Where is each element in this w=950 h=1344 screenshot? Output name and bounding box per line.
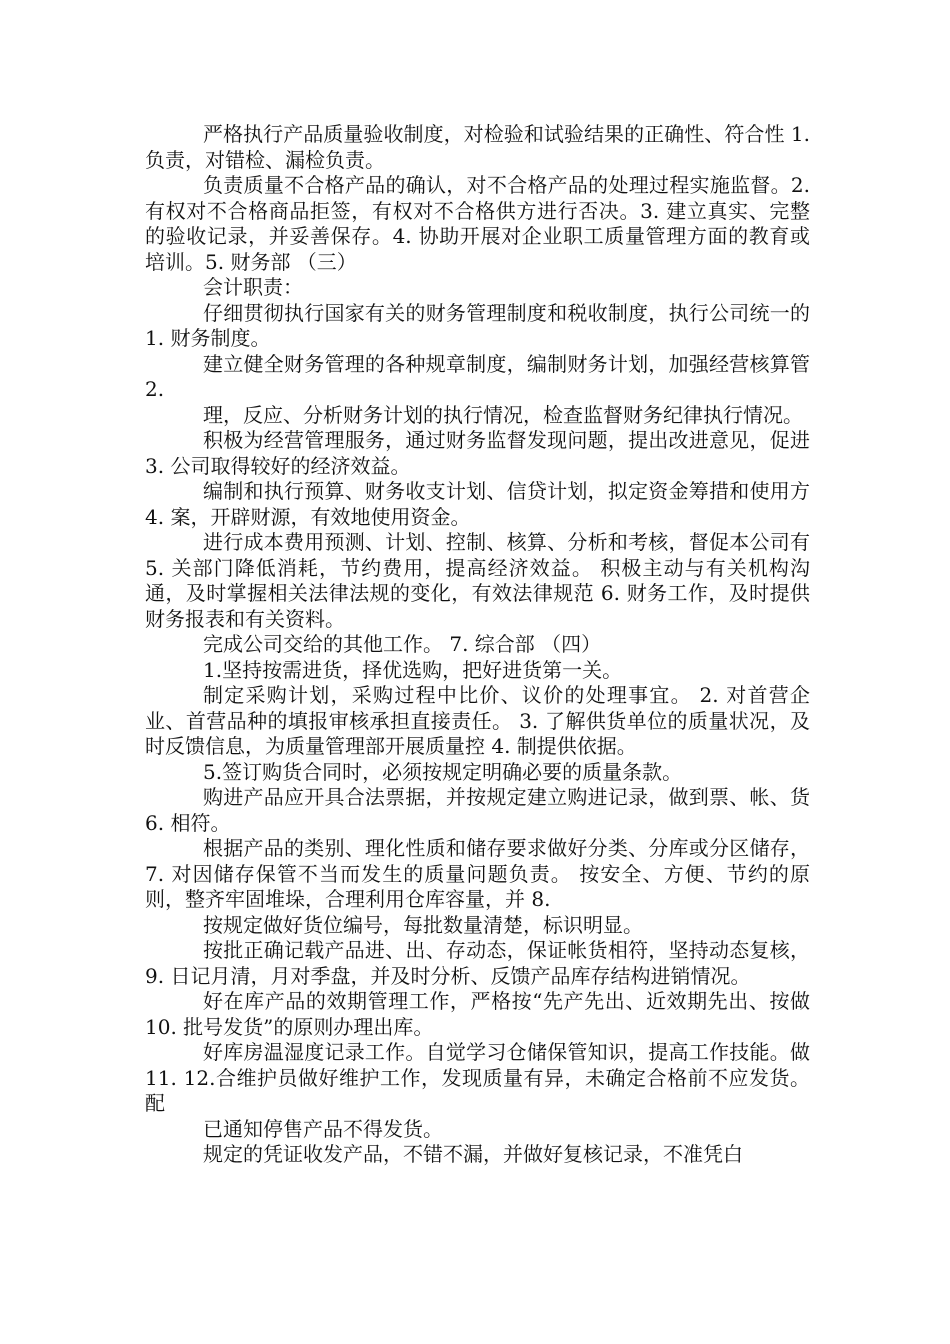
paragraph: 进行成本费用预测、计划、控制、核算、分析和考核，督促本公司有 5. 关部门降低消耗，节约费用，提高经济效益。 积极主动与有关机构沟通，及时掌握相关法律法规的变化，有效法律规范 6. 财务工作，及时提供财务报表和有关资料。 bbox=[145, 530, 810, 631]
paragraph: 按规定做好货位编号，每批数量清楚，标识明显。 bbox=[203, 912, 643, 937]
paragraph: 会计职责： bbox=[203, 275, 303, 299]
paragraph: 根据产品的类别、理化性质和储存要求做好分类、分库或分区储存， 7. 对因储存保管不当而发生的质量问题负责。 按安全、方便、节约的原则，整齐牢固堆垛，合理利用仓库容量，并 8. bbox=[145, 836, 810, 911]
paragraph: 购进产品应开具合法票据，并按规定建立购进记录，做到票、帐、货 6. 相符。 bbox=[145, 785, 810, 835]
paragraph: 建立健全财务管理的各种规章制度，编制财务计划，加强经营核算管 2. bbox=[145, 351, 810, 401]
paragraph: 编制和执行预算、财务收支计划、信贷计划，拟定资金筹措和使用方 4. 案，开辟财源，有效地使用资金。 bbox=[145, 479, 810, 529]
paragraph: 1.坚持按需进货，择优选购，把好进货第一关。 bbox=[203, 657, 623, 682]
paragraph: 仔细贯彻执行国家有关的财务管理制度和税收制度，执行公司统一的 1. 财务制度。 bbox=[145, 300, 810, 350]
paragraph: 已通知停售产品不得发货。 bbox=[203, 1116, 443, 1141]
document-body bbox=[145, 122, 810, 1168]
paragraph: 理，反应、分析财务计划的执行情况，检查监督财务纪律执行情况。 bbox=[203, 402, 803, 427]
paragraph: 规定的凭证收发产品，不错不漏，并做好复核记录，不准凭白 bbox=[203, 1142, 743, 1166]
paragraph: 完成公司交给的其他工作。 7. 综合部 （四） bbox=[203, 632, 602, 656]
paragraph: 好在库产品的效期管理工作，严格按“先产先出、近效期先出、按做 10. 批号发货”的原则办理出库。 bbox=[145, 989, 810, 1039]
paragraph: 严格执行产品质量验收制度，对检验和试验结果的正确性、符合性 1. 负责，对错检、漏检负责。 bbox=[145, 122, 810, 172]
paragraph: 5.签订购货合同时，必须按规定明确必要的质量条款。 bbox=[203, 759, 683, 784]
paragraph: 制定采购计划，采购过程中比价、议价的处理事宜。 2. 对首营企业、首营品种的填报审核承担直接责任。 3. 了解供货单位的质量状况，及时反馈信息，为质量管理部开展质量控 4. 制提供依据。 bbox=[145, 683, 810, 758]
paragraph: 积极为经营管理服务，通过财务监督发现问题，提出改进意见，促进 3. 公司取得较好的经济效益。 bbox=[145, 428, 810, 478]
paragraph: 负责质量不合格产品的确认，对不合格产品的处理过程实施监督。2. 有权对不合格商品拒签，有权对不合格供方进行否决。3. 建立真实、完整的验收记录，并妥善保存。4. 协助开展对企业职工质量管理方面的教育或培训。5. 财务部 （三） bbox=[145, 173, 810, 274]
paragraph: 按批正确记载产品进、出、存动态，保证帐货相符，坚持动态复核， 9. 日记月清，月对季盘，并及时分析、反馈产品库存结构进销情况。 bbox=[145, 938, 810, 988]
paragraph: 好库房温湿度记录工作。自觉学习仓储保管知识，提高工作技能。做 11. 12.合维护员做好维护工作，发现质量有异，未确定合格前不应发货。配 bbox=[145, 1040, 810, 1115]
